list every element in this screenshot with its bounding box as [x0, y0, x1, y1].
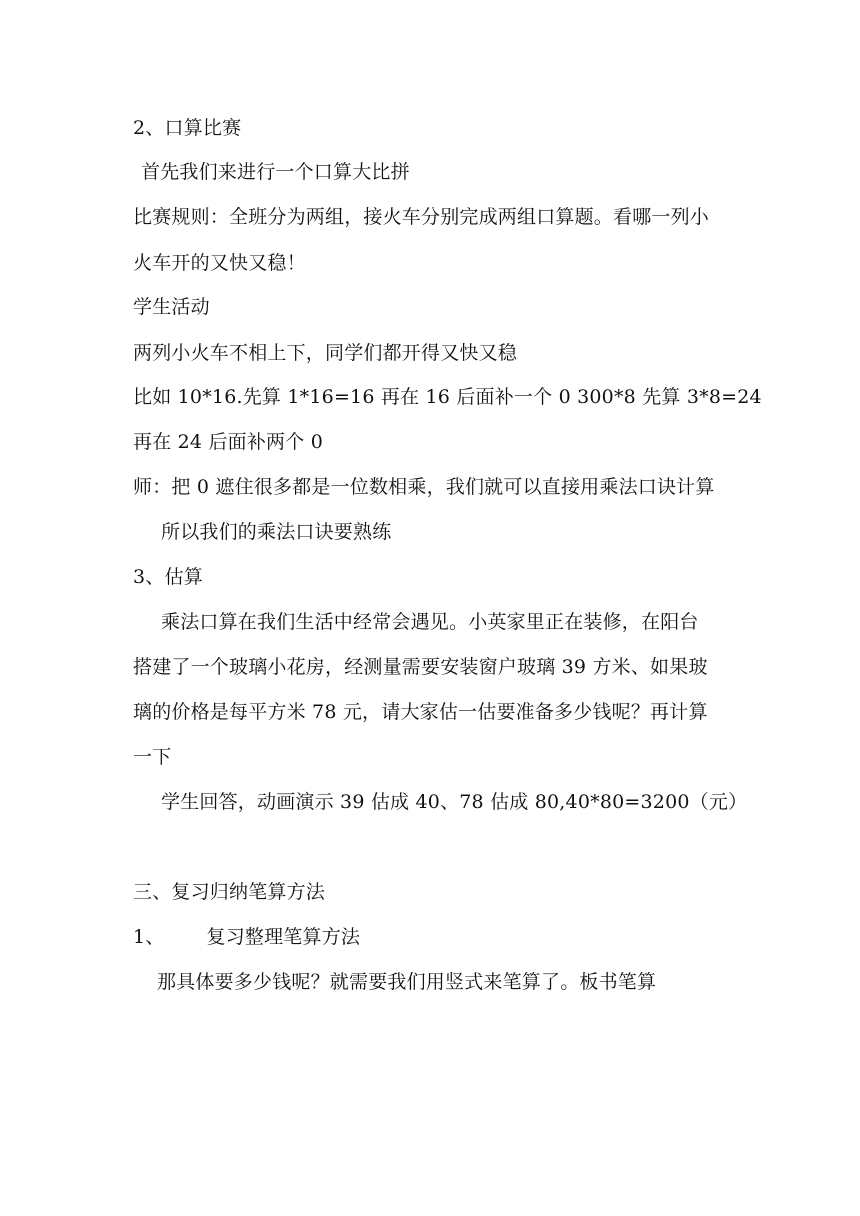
paragraph-line: 璃的价格是每平方米 78 元，请大家估一估要准备多少钱呢？再计算 [133, 701, 708, 723]
paragraph-line: 再在 24 后面补两个 0 [133, 431, 323, 453]
paragraph-line: 两列小火车不相上下，同学们都开得又快又稳 [133, 342, 518, 364]
paragraph-line: 乘法口算在我们生活中经常会遇见。小英家里正在装修，在阳台 [161, 611, 699, 633]
numbered-item-number: 1、 [133, 926, 165, 948]
numbered-item-text: 复习整理笔算方法 [206, 926, 361, 948]
paragraph-line: 搭建了一个玻璃小花房，经测量需要安装窗户玻璃 39 方米、如果玻 [133, 656, 708, 678]
section-heading-oral-competition: 2、口算比赛 [133, 117, 242, 139]
paragraph-line: 学生活动 [133, 296, 210, 318]
paragraph-line: 一下 [133, 746, 172, 768]
paragraph-line: 那具体要多少钱呢？就需要我们用竖式来笔算了。板书笔算 [157, 971, 657, 993]
paragraph-line: 比赛规则：全班分为两组，接火车分别完成两组口算题。看哪一列小 [133, 206, 710, 228]
paragraph-line: 比如 10*16.先算 1*16=16 再在 16 后面补一个 0 300*8 先算 3*8=24 [133, 386, 762, 408]
paragraph-line: 师：把 0 遮住很多都是一位数相乘，我们就可以直接用乘法口诀计算 [133, 476, 715, 498]
paragraph-line: 首先我们来进行一个口算大比拼 [141, 161, 410, 183]
paragraph-line: 所以我们的乘法口诀要熟练 [161, 521, 392, 543]
section-heading-estimation: 3、估算 [133, 566, 203, 588]
numbered-item [133, 925, 360, 949]
section-heading-written-calculation: 三、复习归纳笔算方法 [133, 881, 326, 903]
paragraph-line: 学生回答，动画演示 39 估成 40、78 估成 80,40*80=3200（元） [161, 791, 748, 813]
paragraph-line: 火车开的又快又稳！ [133, 252, 306, 274]
